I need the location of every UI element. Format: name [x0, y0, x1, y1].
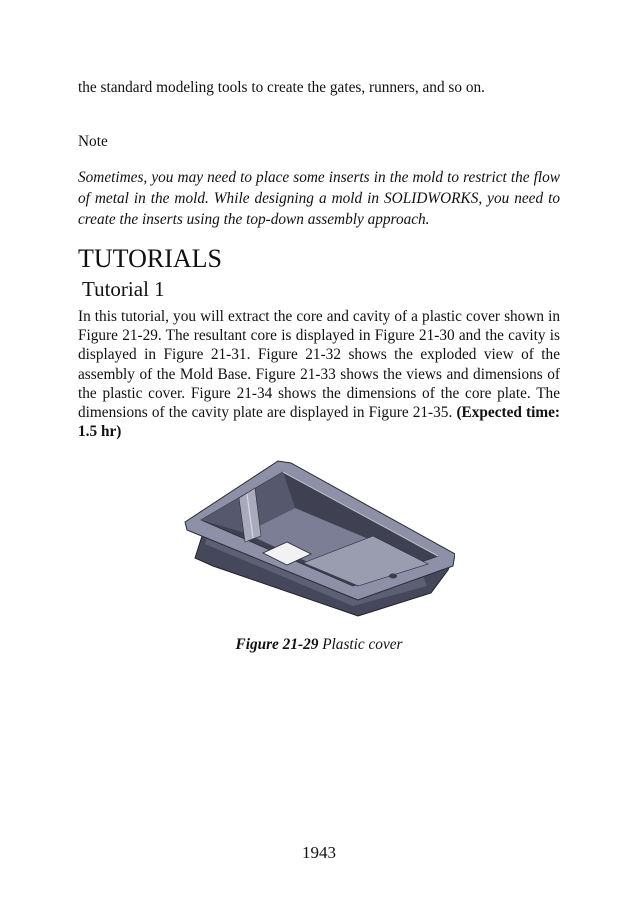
- figure-caption-text: Plastic cover: [322, 636, 403, 653]
- figure-caption: [78, 636, 560, 654]
- intro-paragraph: the standard modeling tools to create the gates, runners, and so on.: [78, 79, 485, 96]
- note-text: Sometimes, you may need to place some inserts in the mold to restrict the flow of metal in the mold. While designing a mold in SOLIDWORKS, you need to create the inserts using the top-down assembly approach.: [78, 169, 560, 228]
- expected-time: (Expected time: 1.5 hr): [78, 404, 561, 441]
- section-heading: TUTORIALS: [78, 244, 222, 273]
- tutorial-body-text: In this tutorial, you will extract the core and cavity of a plastic cover shown in Figure 21-29. The resultant core is displayed in Figure 21-30 and the cavity is displayed in Figure 21-31. Figure 21-32 shows the exploded view of the assembly of the Mold Base. Figure 21-33 shows the views and dimensions of the plastic cover. Figure 21-34 shows the dimensions of the core plate. The dimensions of the cavity plate are displayed in Figure 21-35.: [78, 308, 560, 422]
- plastic-cover-image: [183, 458, 455, 618]
- plastic-cover-figure: [183, 458, 455, 618]
- tutorial-heading: Tutorial 1: [82, 277, 165, 301]
- tutorial-body: [78, 307, 560, 441]
- note-label: Note: [78, 133, 108, 150]
- document-page: [78, 0, 560, 900]
- figure-number: Figure 21-29: [235, 636, 319, 653]
- page-number: 1943: [302, 843, 336, 862]
